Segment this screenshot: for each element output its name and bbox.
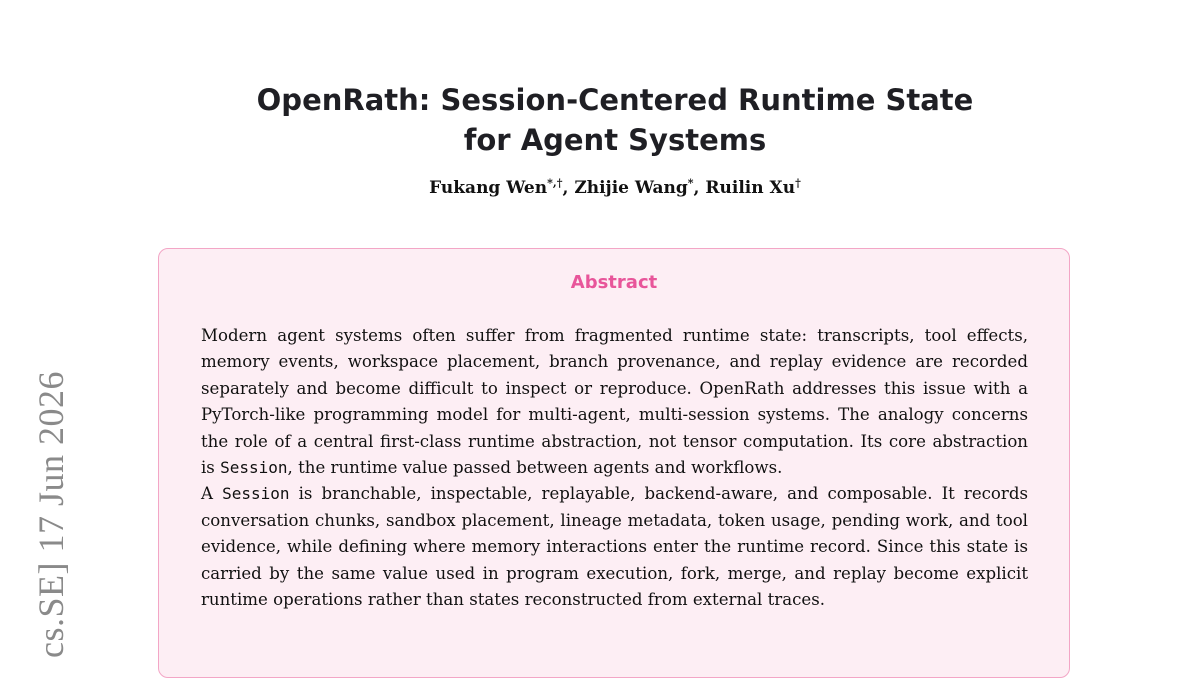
author-affiliation-mark: *,†	[547, 176, 563, 190]
arxiv-stamp-text: cs.SE] 17 Jun 2026	[31, 371, 71, 658]
session-code-term: Session	[222, 484, 290, 504]
author-affiliation-mark: *	[687, 176, 694, 190]
abstract-body	[201, 323, 1028, 613]
abstract-paragraph	[201, 323, 1028, 481]
abstract-paragraph	[201, 481, 1028, 613]
abstract-box	[158, 248, 1070, 678]
author-name: Zhijie Wang	[574, 178, 688, 198]
author-affiliation-mark: †	[795, 176, 801, 190]
session-code-term: Session	[220, 458, 288, 478]
abstract-text: Modern agent systems often suffer from fragmented runtime state: transcripts, tool effects, memory events, workspace placement, branch provenance, and replay evidence are recorded separately and become difficult to inspect or reproduce. OpenRath addresses this issue with a PyTorch-like programming model for multi-agent, multi-session systems. The analogy concerns the role of a central first-class runtime abstraction, not tensor computation. Its core abstraction is	[201, 326, 1028, 478]
abstract-text: is branchable, inspectable, replayable, backend-aware, and composable. It records conversation chunks, sandbox placement, lineage metadata, token usage, pending work, and tool evidence, while defining where memory interactions enter the runtime record. Since this state is carried by the same value used in program execution, fork, merge, and replay become explicit runtime operations rather than states reconstructed from external traces.	[201, 484, 1028, 610]
abstract-text: , the runtime value passed between agents and workflows.	[287, 458, 783, 478]
author-name: Fukang Wen	[429, 178, 548, 198]
abstract-text: A	[201, 484, 223, 504]
title-line-2: for Agent Systems	[463, 123, 767, 157]
title-line-1: OpenRath: Session-Centered Runtime State	[256, 83, 974, 117]
paper-title	[160, 80, 1070, 160]
author-name: Ruilin Xu	[705, 178, 796, 198]
abstract-heading: Abstract	[570, 272, 658, 293]
author-list: Fukang Wen*,†, Zhijie Wang*, Ruilin Xu†	[429, 176, 801, 198]
